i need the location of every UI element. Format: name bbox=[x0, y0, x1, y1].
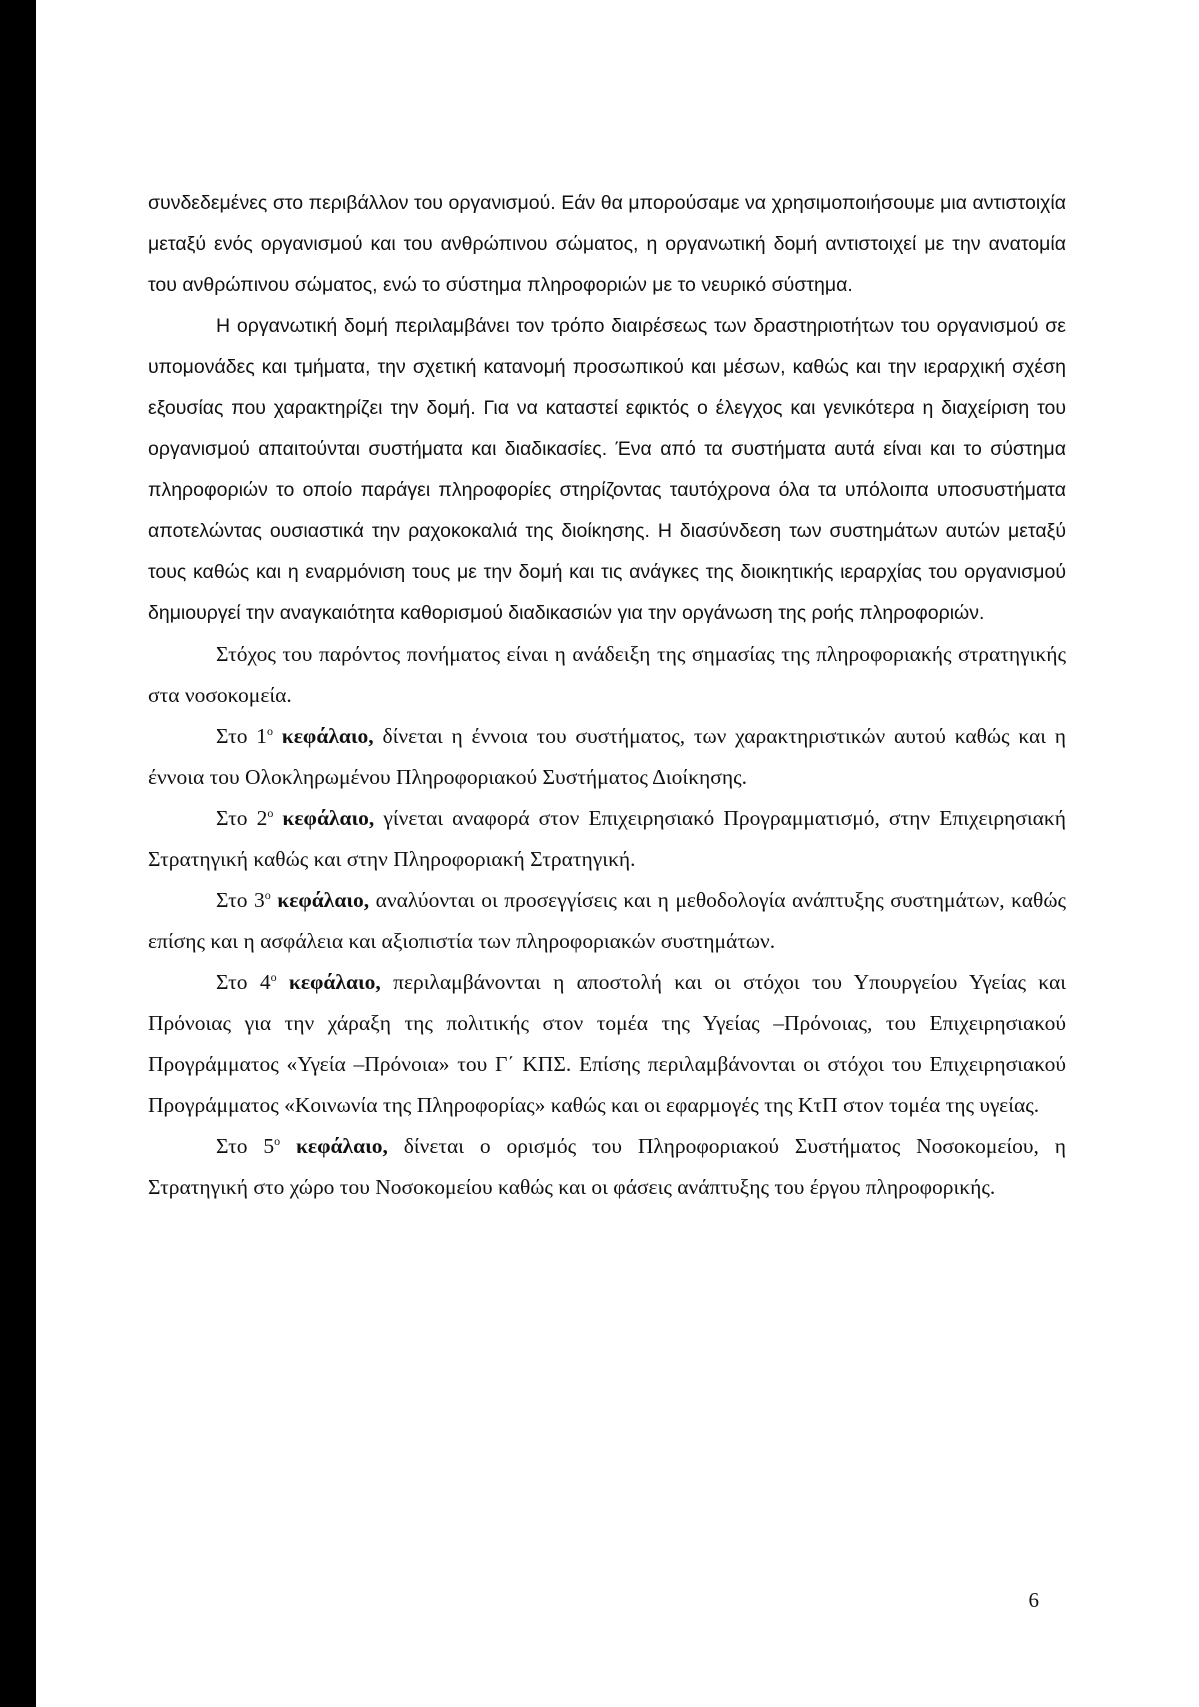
document-body bbox=[148, 183, 1066, 1208]
paragraph-organizational-structure: Η οργανωτική δομή περιλαμβάνει τον τρόπο διαιρέσεως των δραστηριοτήτων του οργανισμού σε υπομονάδες και τμήματα, την σχετική κατανομή προσωπικού και μέσων, καθώς και την ιεραρχική σχέση εξουσίας που χαρακτηρίζει την δομή. Για να καταστεί εφικτός ο έλεγχος και γενικότερα η διαχείριση του οργανισμού απαιτούνται συστήματα και διαδικασίες. Ένα από τα συστήματα αυτά είναι και το σύστημα πληροφοριών το οποίο παράγει πληροφορίες στηρίζοντας ταυτόχρονα όλα τα υπόλοιπα υποσυστήματα αποτελώντας ουσιαστικά την ραχοκοκαλιά της διοίκησης. Η διασύνδεση των συστημάτων αυτών μεταξύ τους καθώς και η εναρμόνιση τους με την δομή και τις ανάγκες της διοικητικής ιεραρχίας του οργανισμού δημιουργεί την αναγκαιότητα καθορισμού διαδικασιών για την οργάνωση της ροής πληροφοριών. bbox=[148, 315, 1066, 624]
chapter-number: 5 bbox=[263, 1134, 275, 1158]
chapter-number: 2 bbox=[256, 806, 268, 830]
paragraph-intro: συνδεδεμένες στο περιβάλλον του οργανισμού. Εάν θα μπορούσαμε να χρησιμοποιήσουμε μια αντιστοιχία μεταξύ ενός οργανισμού και του ανθρώπινου σώματος, η οργανωτική δομή αντιστοιχεί με την ανατομία του ανθρώπινου σώματος, ενώ το σύστημα πληροφοριών με το νευρικό σύστημα. bbox=[148, 192, 1066, 296]
chapter-label: κεφάλαιο, bbox=[273, 806, 375, 830]
chapter-number: 3 bbox=[254, 888, 265, 912]
chapter-label: κεφάλαιο, bbox=[280, 1134, 388, 1158]
chapter-number: 1 bbox=[256, 724, 268, 748]
paragraph-chapter-1: Στο $1^o$ κεφάλαιο, δίνεται η έννοια του συστήματος, των χαρακτηριστικών αυτού καθώς και η έννοια του Ολοκληρωμένου Πληροφοριακού Συστήματος Διοίκησης. bbox=[148, 723, 1067, 789]
chapter-number: 4 bbox=[259, 970, 271, 994]
page-number: 6 bbox=[1028, 1588, 1039, 1612]
chapter-label: κεφάλαιο, bbox=[270, 888, 370, 912]
paragraph-objective: Στόχος του παρόντος πονήματος είναι η ανάδειξη της σημασίας της πληροφοριακής στρατηγικής στα νοσοκομεία. bbox=[148, 642, 1066, 707]
paragraph-chapter-4: Στο $4^o$ κεφάλαιο, περιλαμβάνονται η αποστολή και οι στόχοι του Υπουργείου Υγείας και Πρόνοιας για την χάραξη της πολιτικής στον τομέα της Υγείας –Πρόνοιας, του Επιχειρησιακού Προγράμματος «Υγεία –Πρόνοια» του Γ΄ ΚΠΣ. Επίσης περιλαμβάνονται οι στόχοι του Επιχειρησιακού Προγράμματος «Κοινωνία της Πληροφορίας» καθώς και οι εφαρμογές της ΚτΠ στον τομέα της υγείας. bbox=[148, 969, 1067, 1117]
paragraph-chapter-5: Στο $5^o$ κεφάλαιο, δίνεται ο ορισμός του Πληροφοριακού Συστήματος Νοσοκομείου, η Στρατηγική στο χώρο του Νοσοκομείου καθώς και οι φάσεις ανάπτυξης του έργου πληροφορικής. bbox=[148, 1133, 1067, 1199]
chapter-label: κεφάλαιο, bbox=[276, 970, 381, 994]
paragraph-chapter-3: Στο $3^o$ κεφάλαιο, αναλύονται οι προσεγγίσεις και η μεθοδολογία ανάπτυξης συστημάτων, καθώς επίσης και η ασφάλεια και αξιοπιστία των πληροφοριακών συστημάτων. bbox=[148, 887, 1067, 953]
document-page bbox=[36, 0, 1199, 1707]
paragraph-chapter-2: Στο $2^o$ κεφάλαιο, γίνεται αναφορά στον Επιχειρησιακό Προγραμματισμό, στην Επιχειρησιακή Στρατηγική καθώς και στην Πληροφοριακή Στρατηγική. bbox=[148, 805, 1067, 871]
chapter-label: κεφάλαιο, bbox=[273, 724, 374, 748]
